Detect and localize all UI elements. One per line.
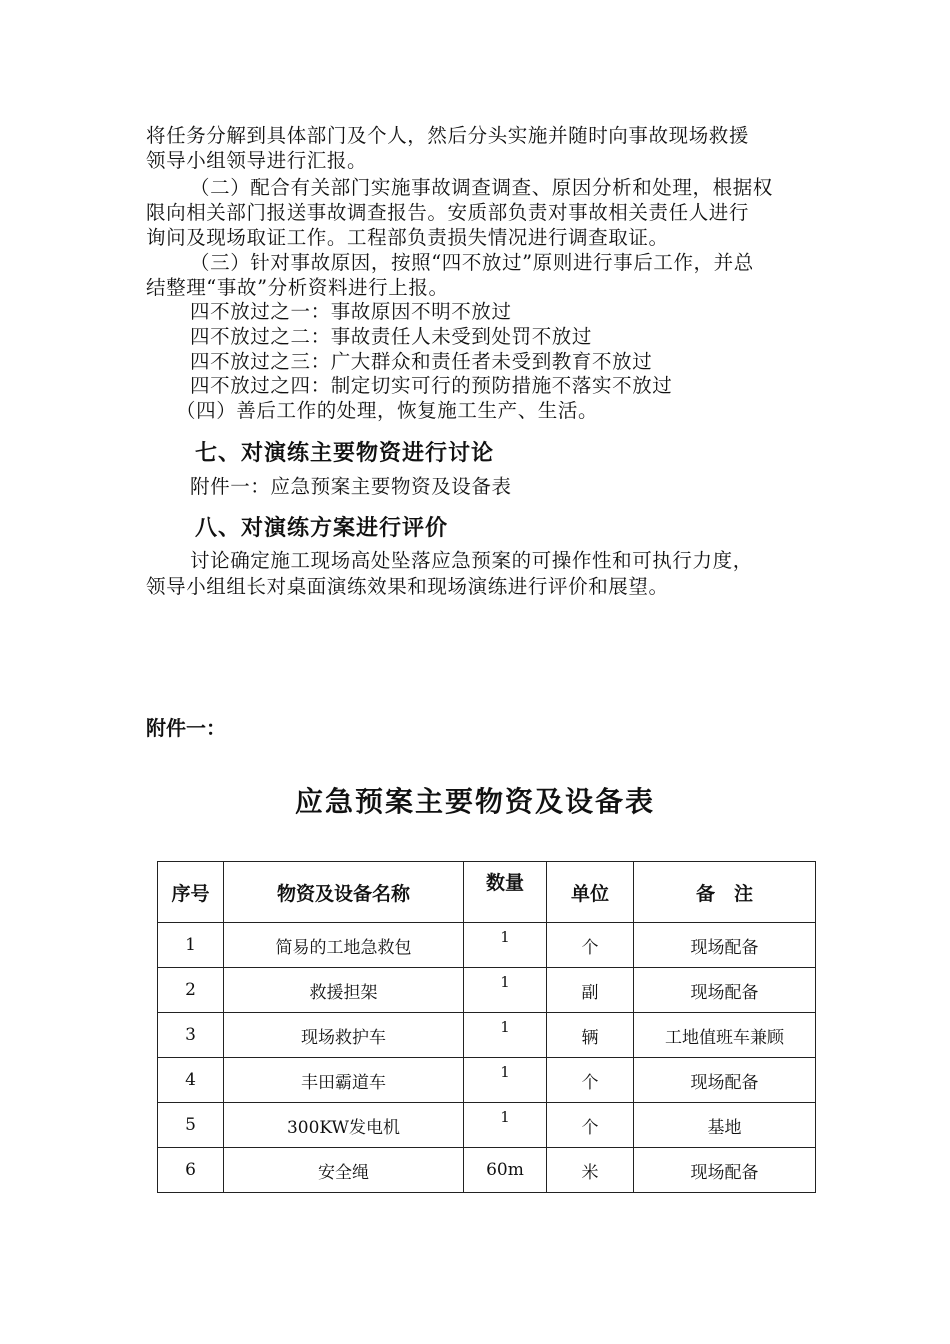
table-header-row bbox=[158, 862, 816, 923]
body-line: 询问及现场取证工作。工程部负责损失情况进行调查取证。 bbox=[146, 226, 669, 249]
cell-unit: 个 bbox=[547, 923, 634, 968]
cell-quantity-value: 1 bbox=[500, 928, 510, 946]
cell-quantity bbox=[464, 1013, 547, 1058]
cell-remarks: 工地值班车兼顾 bbox=[634, 1013, 816, 1058]
cell-index: 2 bbox=[158, 968, 224, 1013]
body-line: 四不放过之二：事故责任人未受到处罚不放过 bbox=[190, 325, 593, 348]
body-line: 领导小组领导进行汇报。 bbox=[146, 149, 368, 172]
cell-quantity bbox=[464, 923, 547, 968]
cell-index: 3 bbox=[158, 1013, 224, 1058]
cell-quantity: 60m bbox=[464, 1148, 547, 1193]
cell-index: 4 bbox=[158, 1058, 224, 1103]
table-row bbox=[158, 1103, 816, 1148]
cell-index: 5 bbox=[158, 1103, 224, 1148]
table-row bbox=[158, 923, 816, 968]
header-remarks: 备 注 bbox=[634, 862, 816, 923]
cell-index: 1 bbox=[158, 923, 224, 968]
table-title: 应急预案主要物资及设备表 bbox=[294, 785, 655, 818]
cell-remarks: 现场配备 bbox=[634, 1058, 816, 1103]
header-index: 序号 bbox=[158, 862, 224, 923]
table-row bbox=[158, 1148, 816, 1193]
body-line: 讨论确定施工现场高处坠落应急预案的可操作性和可执行力度， bbox=[190, 549, 753, 572]
cell-quantity-value: 1 bbox=[500, 1063, 510, 1081]
body-line: （三）针对事故原因，按照“四不放过”原则进行事后工作，并总 bbox=[190, 251, 754, 274]
cell-unit: 米 bbox=[547, 1148, 634, 1193]
equipment-table bbox=[157, 861, 816, 1193]
header-quantity-label: 数量 bbox=[485, 871, 524, 894]
table-row bbox=[158, 1013, 816, 1058]
header-unit: 单位 bbox=[547, 862, 634, 923]
cell-quantity bbox=[464, 1058, 547, 1103]
cell-unit: 个 bbox=[547, 1103, 634, 1148]
body-line: （四）善后工作的处理，恢复施工生产、生活。 bbox=[176, 399, 599, 422]
cell-quantity-value: 1 bbox=[500, 1018, 510, 1036]
cell-remarks: 现场配备 bbox=[634, 1148, 816, 1193]
cell-quantity bbox=[464, 1103, 547, 1148]
section-heading: 八、对演练方案进行评价 bbox=[195, 516, 449, 541]
cell-unit: 个 bbox=[547, 1058, 634, 1103]
cell-unit: 副 bbox=[547, 968, 634, 1013]
cell-remarks: 现场配备 bbox=[634, 968, 816, 1013]
cell-name: 现场救护车 bbox=[224, 1013, 464, 1058]
body-line: 四不放过之一：事故原因不明不放过 bbox=[190, 300, 512, 323]
cell-name: 简易的工地急救包 bbox=[224, 923, 464, 968]
table-row bbox=[158, 968, 816, 1013]
body-line: 结整理“事故”分析资料进行上报。 bbox=[146, 276, 449, 299]
cell-remarks: 现场配备 bbox=[634, 923, 816, 968]
cell-index: 6 bbox=[158, 1148, 224, 1193]
body-line: 将任务分解到具体部门及个人，然后分头实施并随时向事故现场救援 bbox=[146, 124, 750, 147]
body-line: 四不放过之四：制定切实可行的预防措施不落实不放过 bbox=[190, 374, 673, 397]
cell-quantity-value: 1 bbox=[500, 973, 510, 991]
table-row bbox=[158, 1058, 816, 1103]
cell-unit: 辆 bbox=[547, 1013, 634, 1058]
cell-remarks: 基地 bbox=[634, 1103, 816, 1148]
body-line: 四不放过之三：广大群众和责任者未受到教育不放过 bbox=[190, 350, 653, 373]
body-line: 附件一：应急预案主要物资及设备表 bbox=[190, 475, 512, 498]
cell-name: 300KW发电机 bbox=[224, 1103, 464, 1148]
cell-name: 丰田霸道车 bbox=[224, 1058, 464, 1103]
cell-quantity-value: 1 bbox=[500, 1108, 510, 1126]
body-line: 限向相关部门报送事故调查报告。安质部负责对事故相关责任人进行 bbox=[146, 201, 750, 224]
attachment-label: 附件一： bbox=[146, 716, 226, 740]
cell-quantity bbox=[464, 968, 547, 1013]
cell-name: 救援担架 bbox=[224, 968, 464, 1013]
cell-name: 安全绳 bbox=[224, 1148, 464, 1193]
header-quantity bbox=[464, 862, 547, 923]
section-heading: 七、对演练主要物资进行讨论 bbox=[195, 441, 495, 466]
body-line: （二）配合有关部门实施事故调查调查、原因分析和处理，根据权 bbox=[190, 176, 773, 199]
body-line: 领导小组组长对桌面演练效果和现场演练进行评价和展望。 bbox=[146, 575, 669, 598]
header-name: 物资及设备名称 bbox=[224, 862, 464, 923]
